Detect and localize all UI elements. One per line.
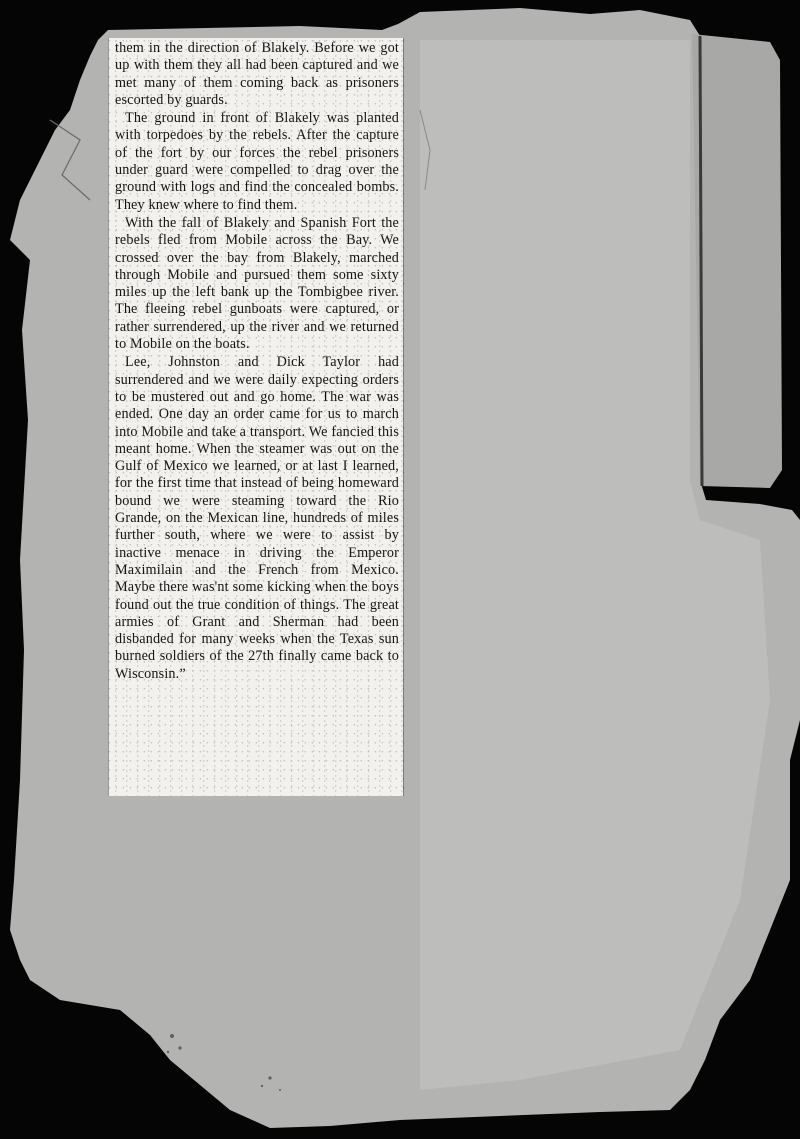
newspaper-clipping (108, 38, 404, 796)
strip-edge-line (700, 36, 702, 486)
page-side-strip (692, 34, 782, 488)
clipping-paragraph-2: The ground in front of Blakely was planted with torpedoes by the rebels. After the capture of the fort by our forces the rebel prisoners under guard were compelled to drag over the ground with logs and find the concealed bombs. They knew where to find them. (115, 110, 399, 213)
clipping-paragraph-3: With the fall of Blakely and Spanish Fort the rebels fled from Mobile across the Bay. We crossed over the bay from Blakely, marched through Mobile and pursued them some sixty miles up the left bank up the Tombigbee river. The fleeing rebel gunboats were captured, or rather surrendered, up the river and we returned to Mobile on the boats. (115, 214, 399, 353)
clipping-paragraph-1: them in the direction of Blakely. Before we got up with them they all had been captured and we met many of them coming back as prisoners escorted by guards. (115, 40, 399, 108)
clipping-paragraph-4: Lee, Johnston and Dick Taylor had surrendered and we were daily expecting orders to be mustered out and go home. The war was ended. One day an order came for us to march into Mobile and take a transport. We fancied this meant home. When the steamer was out on the Gulf of Mexico we learned, or at last I learned, for the first time that instead of being homeward bound we were steaming toward the Rio Grande, on the Mexican line, hundreds of miles further south, where we were to assist by inactive menace in driving the Emperor Maximilain and the French from Mexico. Maybe there was'nt some kicking when the boys found out the true condition of things. The great armies of Grant and Sherman had been disbanded for many weeks when the Texas sun burned soldiers of the 27th finally came back to Wisconsin.” (115, 354, 399, 682)
